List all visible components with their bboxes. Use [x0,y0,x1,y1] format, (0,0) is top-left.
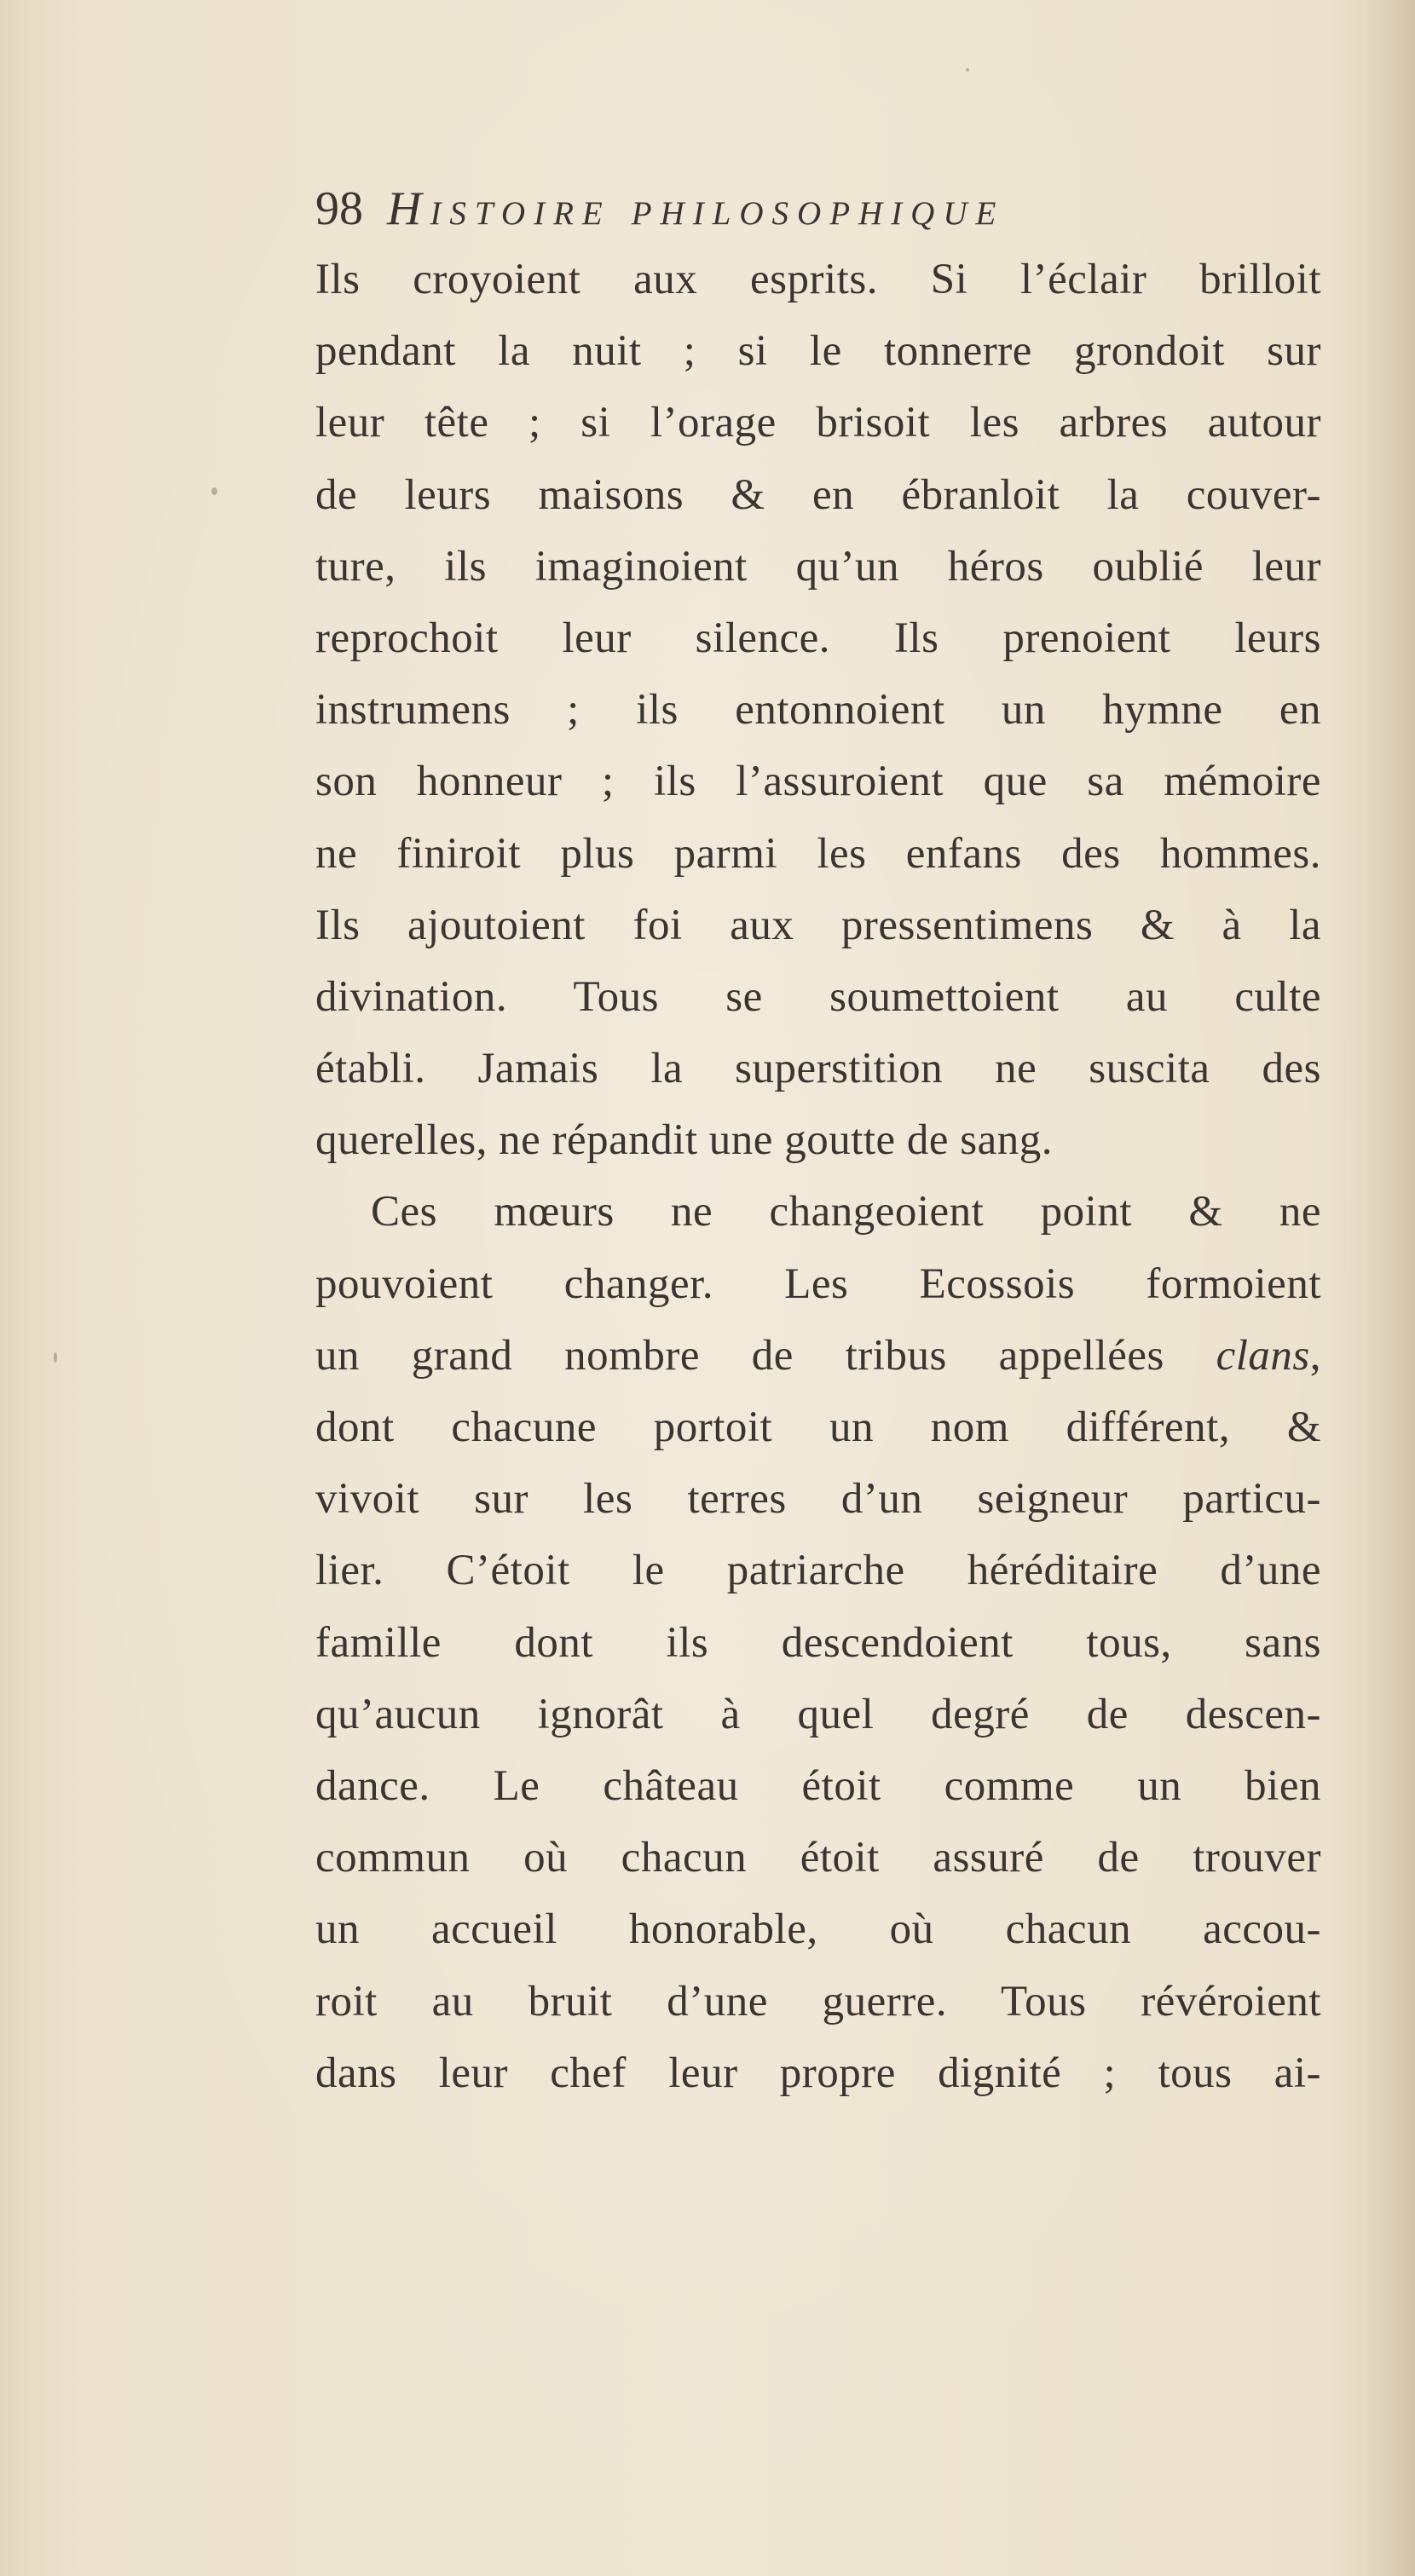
paragraph-end-line: querelles, ne répandit une goutte de sang. [315,1116,1054,1165]
text-line: Ils ajoutoient foi aux pressentimens & à la [315,901,1321,949]
paper-speck [211,487,217,495]
text-segment: un grand nombre de tribus appellées [315,1331,1216,1380]
text-line: son honneur ; ils l’assuroient que sa mémoire [315,758,1321,806]
page-text [315,179,1321,2109]
page-edge-shadow [1364,0,1415,2576]
running-head [315,179,1321,239]
text-line: instrumens ; ils entonnoient un hymne en [315,686,1321,735]
text-line: famille dont ils descendoient tous, sans [315,1618,1321,1667]
running-title: Histoire philosophique [387,182,1005,235]
text-line: vivoit sur les terres d’un seigneur particu- [315,1475,1321,1524]
text-line: qu’aucun ignorât à quel degré de descen- [315,1690,1321,1738]
text-line: commun où chacun étoit assuré de trouver [315,1834,1321,1882]
text-line: ture, ils imaginoient qu’un héros oublié leur [315,542,1321,591]
text-line-with-italic [315,1320,1321,1392]
text-line: dont chacune portoit un nom différent, & [315,1403,1321,1451]
paper-speck [966,68,969,72]
paper-speck [54,1352,57,1363]
text-line: dans leur chef leur propre dignité ; tous ai- [315,2049,1321,2097]
page-number: 98 [315,182,363,235]
text-line: Ils croyoient aux esprits. Si l’éclair brilloit [315,256,1321,303]
text-line: reprochoit leur silence. Ils prenoient leurs [315,614,1321,662]
text-line: divination. Tous se soumettoient au culte [315,972,1321,1021]
text-line: roit au bruit d’une guerre. Tous révéroient [315,1977,1321,2026]
text-line: pendant la nuit ; si le tonnerre grondoit sur [315,327,1321,376]
text-line: lier. C’étoit le patriarche héréditaire d’une [315,1547,1321,1595]
paragraph-start-line: Ces mœurs ne changeoient point & ne [371,1188,1321,1236]
text-line: un accueil honorable, où chacun accou- [315,1905,1321,1954]
text-line: établi. Jamais la superstition ne suscita des [315,1045,1321,1093]
text-line: leur tête ; si l’orage brisoit les arbres autour [315,399,1321,447]
text-line: ne finiroit plus parmi les enfans des hommes. [315,829,1321,878]
italic-word: clans [1216,1331,1310,1380]
text-line: de leurs maisons & en ébranloit la couver- [315,470,1321,519]
italic-suffix: , [1309,1331,1321,1380]
text-line: pouvoient changer. Les Ecossois formoient [315,1259,1321,1308]
text-line: dance. Le château étoit comme un bien [315,1761,1321,1810]
